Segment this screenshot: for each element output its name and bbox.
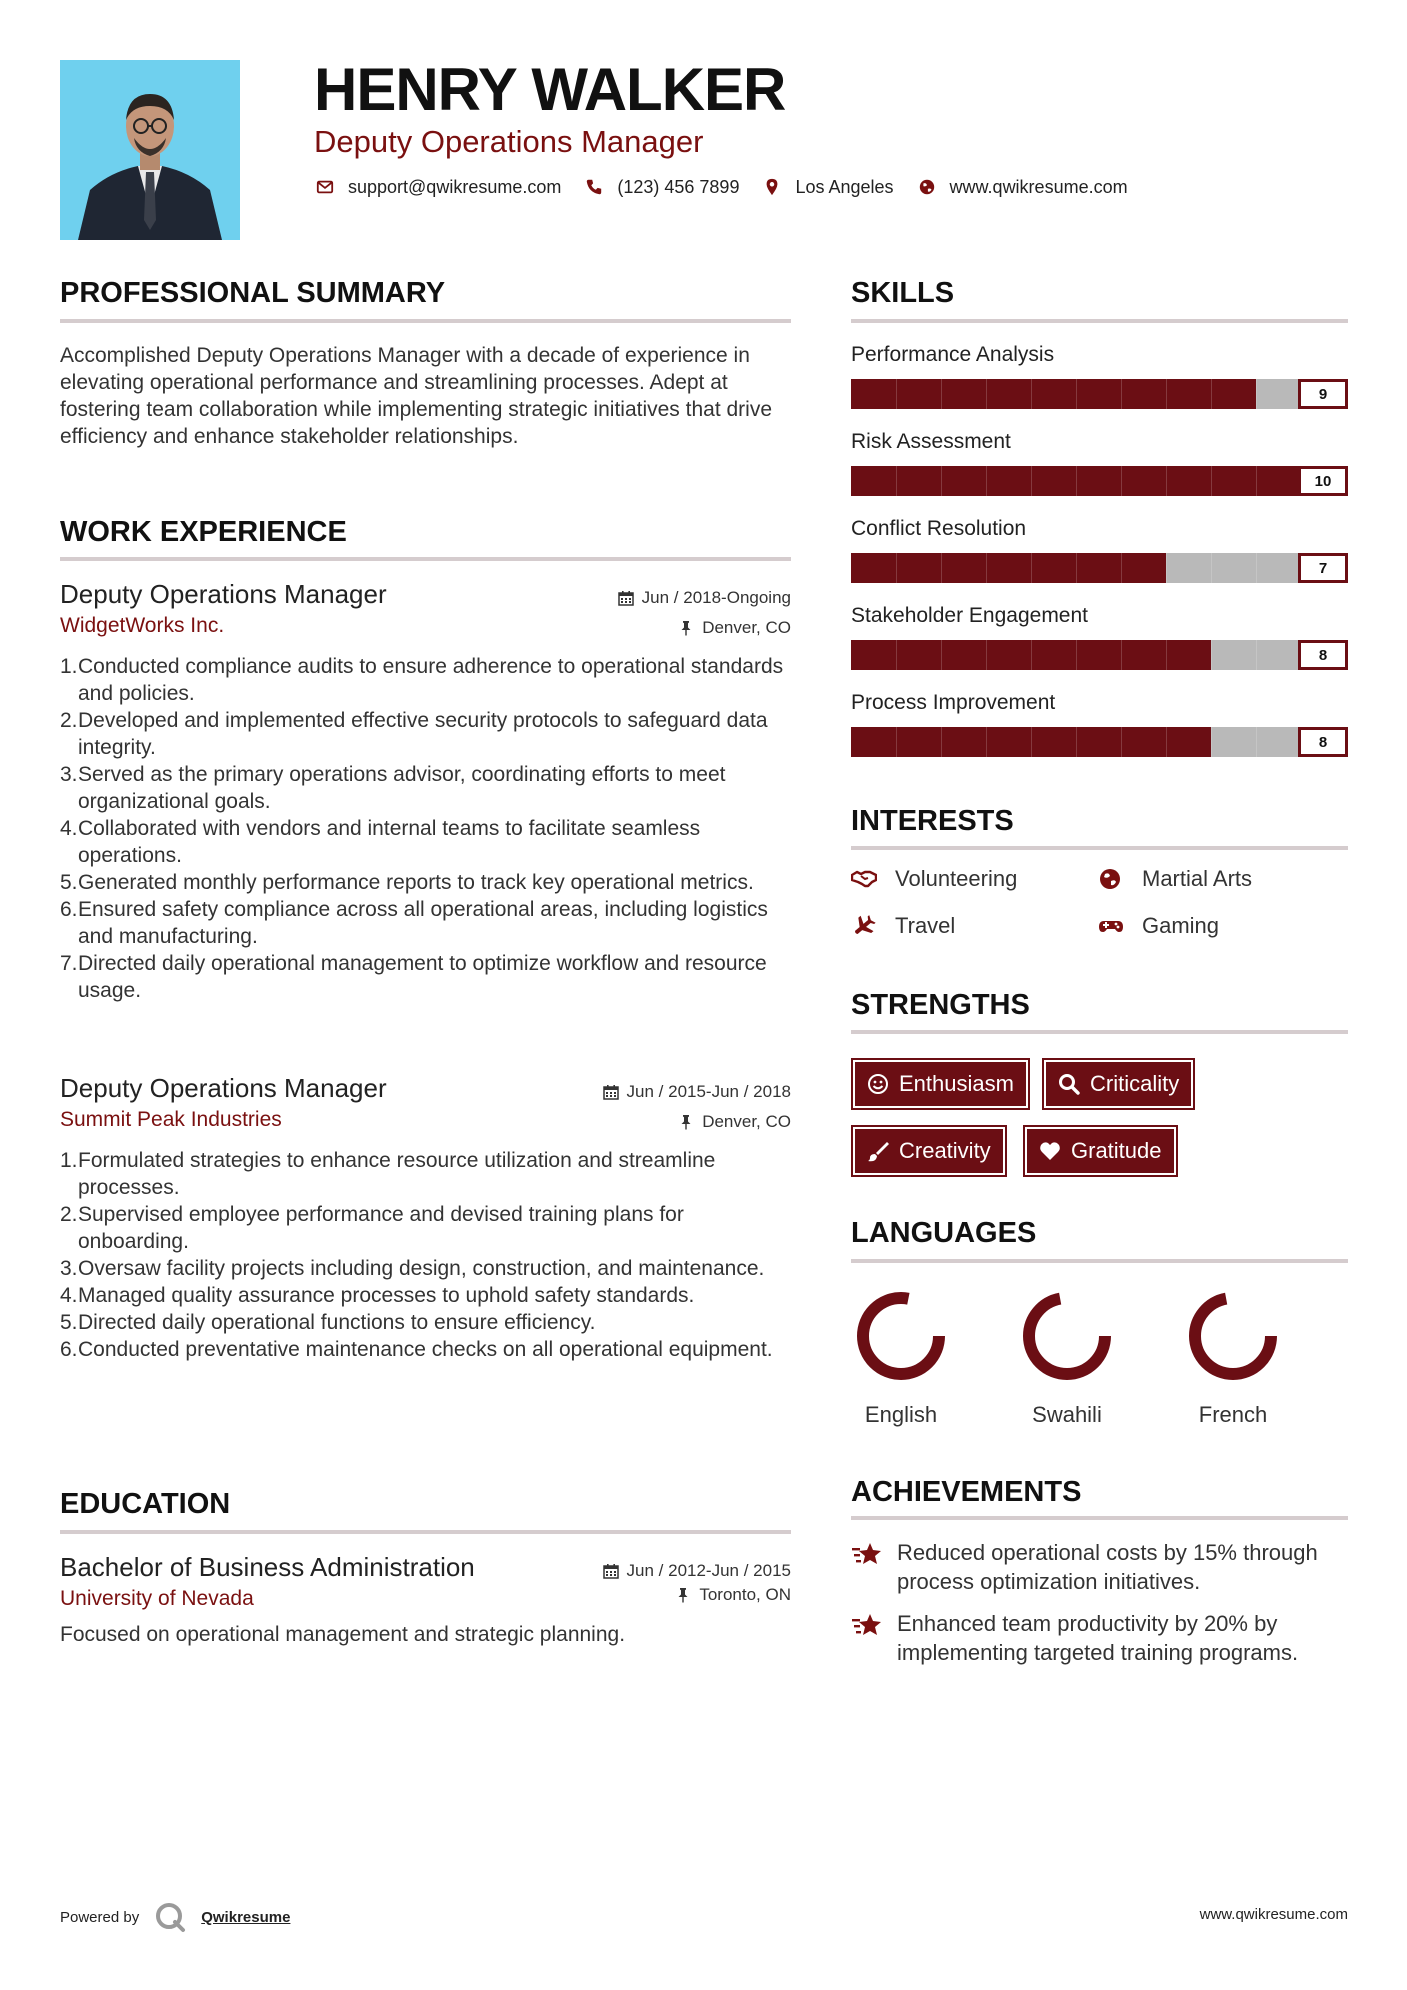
job-duties <box>60 653 791 1004</box>
footer-website[interactable]: www.qwikresume.com <box>1199 1906 1348 1923</box>
list-item: 3. Served as the primary operations advisor, coordinating efforts to meet organizational goals. <box>60 763 726 813</box>
achievements-heading: ACHIEVEMENTS <box>851 1476 1082 1508</box>
interests-divider <box>851 846 1348 850</box>
languages-divider <box>851 1259 1348 1263</box>
profile-photo <box>60 60 240 240</box>
list-item: 2. Supervised employee performance and devised training plans for onboarding. <box>60 1203 684 1253</box>
job-location-text: Denver, CO <box>702 618 791 637</box>
education-location-text: Toronto, ON <box>699 1585 791 1604</box>
skill-item <box>851 428 1348 496</box>
pushpin-icon <box>678 620 694 636</box>
job-dates <box>618 588 791 608</box>
list-item: 5. Generated monthly performance reports to track key operational metrics. <box>60 871 754 894</box>
pushpin-icon <box>678 1114 694 1130</box>
contact-email[interactable] <box>314 176 561 198</box>
list-item: 1. Formulated strategies to enhance resource utilization and streamline processes. <box>60 1149 716 1199</box>
skill-item <box>851 689 1348 757</box>
education-entry <box>60 1551 791 1648</box>
contact-website[interactable] <box>916 176 1128 198</box>
interest-label: Gaming <box>1142 913 1220 938</box>
job-title: Deputy Operations Manager <box>60 579 387 609</box>
pushpin-icon <box>675 1587 691 1603</box>
summary-divider <box>60 319 791 323</box>
language-label: French <box>1198 1402 1268 1427</box>
contact-phone[interactable] <box>583 176 739 198</box>
star-icon <box>851 1540 883 1568</box>
skill-score: 9 <box>1298 379 1348 409</box>
achievement-text: Reduced operational costs by 15% through process optimization initiatives. <box>897 1540 1318 1594</box>
job-location-text: Denver, CO <box>702 1112 791 1131</box>
skills-heading: SKILLS <box>851 277 955 309</box>
list-item: 5. Directed daily operational functions to ensure efficiency. <box>60 1311 596 1334</box>
contact-website-text: www.qwikresume.com <box>949 176 1128 197</box>
strength-label: Creativity <box>899 1138 991 1163</box>
list-item: 7. Directed daily operational management to optimize workflow and resource usage. <box>60 952 767 1002</box>
language-ring <box>853 1288 949 1384</box>
job-entry <box>60 1072 791 1363</box>
education-description: Focused on operational management and strategic planning. <box>60 1623 626 1646</box>
education-dates-text: Jun / 2012-Jun / 2015 <box>626 1561 791 1580</box>
contact-phone-text: (123) 456 7899 <box>617 176 740 197</box>
plane-icon <box>851 914 877 938</box>
skill-label: Conflict Resolution <box>851 517 1027 540</box>
language-ring <box>1019 1288 1115 1384</box>
strength-tag <box>1042 1058 1195 1110</box>
summary-text: Accomplished Deputy Operations Manager with a decade of experience in elevating operational performance and streamlining processes. Adept at fostering team collaboration while implementing strategic initiatives that drive efficiency and enhance stakeholder relationships. <box>60 344 773 448</box>
list-item: 4. Collaborated with vendors and internal teams to facilitate seamless operations. <box>60 817 701 867</box>
skills-divider <box>851 319 1348 323</box>
skill-item <box>851 341 1348 409</box>
smile-icon <box>867 1073 889 1095</box>
map-pin-icon <box>761 176 783 198</box>
achievement-item <box>851 1538 1348 1596</box>
skill-item <box>851 602 1348 670</box>
strength-tag <box>851 1058 1030 1110</box>
list-item: 4. Managed quality assurance processes to uphold safety standards. <box>60 1284 695 1307</box>
summary-heading: PROFESSIONAL SUMMARY <box>60 277 446 309</box>
skill-score: 8 <box>1298 640 1348 670</box>
footer-powered-by <box>60 1900 290 1934</box>
language-item <box>1173 1288 1293 1428</box>
paintbrush-icon <box>867 1140 889 1162</box>
interest-item <box>851 913 955 939</box>
language-label: Swahili <box>1032 1402 1102 1427</box>
skill-bar-fill <box>851 553 1166 583</box>
interest-label: Martial Arts <box>1142 866 1253 891</box>
list-item: 6. Conducted preventative maintenance checks on all operational equipment. <box>60 1338 773 1361</box>
interest-item <box>1098 866 1252 892</box>
school-name: University of Nevada <box>60 1587 254 1610</box>
interest-label: Travel <box>895 913 956 938</box>
contact-location <box>761 176 893 198</box>
skill-bar <box>851 727 1348 757</box>
skill-score: 8 <box>1298 727 1348 757</box>
education-dates <box>603 1561 791 1581</box>
profile-photo-image <box>60 60 240 240</box>
heart-icon <box>1039 1140 1061 1162</box>
list-item: 6. Ensured safety compliance across all operational areas, including logistics and manufacturing. <box>60 898 768 948</box>
phone-icon <box>583 176 605 198</box>
powered-by-text: Powered by <box>60 1908 140 1926</box>
skill-label: Stakeholder Engagement <box>851 604 1088 627</box>
job-duties <box>60 1147 791 1363</box>
languages-heading: LANGUAGES <box>851 1217 1037 1249</box>
calendar-icon <box>618 590 634 606</box>
education-location <box>675 1585 791 1605</box>
star-icon <box>851 1611 883 1639</box>
qwikresume-logo-icon <box>153 1900 187 1934</box>
skill-bar <box>851 553 1348 583</box>
interest-label: Volunteering <box>895 866 1018 891</box>
skill-score: 10 <box>1298 466 1348 496</box>
qwikresume-link[interactable]: Qwikresume <box>201 1908 291 1926</box>
job-entry <box>60 578 791 1004</box>
globe-icon <box>1098 867 1124 891</box>
skill-label: Process Improvement <box>851 691 1056 714</box>
job-location <box>678 618 791 638</box>
degree: Bachelor of Business Administration <box>60 1552 475 1582</box>
achievement-text: Enhanced team productivity by 20% by implementing targeted training programs. <box>897 1611 1299 1665</box>
gamepad-icon <box>1098 914 1124 938</box>
language-item <box>1007 1288 1127 1428</box>
education-heading: EDUCATION <box>60 1488 231 1520</box>
strengths-divider <box>851 1030 1348 1034</box>
strength-label: Gratitude <box>1071 1138 1162 1163</box>
envelope-icon <box>314 176 336 198</box>
list-item: 3. Oversaw facility projects including design, construction, and maintenance. <box>60 1257 765 1280</box>
achievement-item <box>851 1609 1348 1667</box>
contact-location-text: Los Angeles <box>795 176 894 197</box>
skill-label: Performance Analysis <box>851 343 1055 366</box>
strengths-heading: STRENGTHS <box>851 989 1030 1021</box>
language-label: English <box>864 1402 938 1427</box>
job-location <box>678 1112 791 1132</box>
experience-heading: WORK EXPERIENCE <box>60 516 347 548</box>
interest-item <box>851 866 1017 892</box>
skill-score: 7 <box>1298 553 1348 583</box>
search-icon <box>1058 1073 1080 1095</box>
strength-label: Enthusiasm <box>899 1071 1014 1096</box>
experience-divider <box>60 557 791 561</box>
language-ring <box>1185 1288 1281 1384</box>
strength-tag <box>1023 1125 1178 1177</box>
strength-label: Criticality <box>1090 1071 1180 1096</box>
skill-label: Risk Assessment <box>851 430 1011 453</box>
company-name: WidgetWorks Inc. <box>60 614 225 637</box>
education-divider <box>60 1530 791 1534</box>
language-item <box>841 1288 961 1428</box>
interest-item <box>1098 913 1219 939</box>
skill-item <box>851 515 1348 583</box>
job-dates-text: Jun / 2018-Ongoing <box>641 588 791 607</box>
skill-bar <box>851 379 1348 409</box>
company-name: Summit Peak Industries <box>60 1108 282 1131</box>
candidate-name: HENRY WALKER <box>314 56 786 123</box>
skill-bar-fill <box>851 379 1256 409</box>
achievements-divider <box>851 1516 1348 1520</box>
list-item: 1. Conducted compliance audits to ensure adherence to operational standards and policies. <box>60 655 784 705</box>
calendar-icon <box>603 1563 619 1579</box>
job-title: Deputy Operations Manager <box>60 1073 387 1103</box>
globe-icon <box>916 176 938 198</box>
job-dates-text: Jun / 2015-Jun / 2018 <box>626 1082 791 1101</box>
handshake-icon <box>851 867 877 891</box>
candidate-title: Deputy Operations Manager <box>314 124 704 159</box>
job-dates <box>603 1082 791 1102</box>
contact-bar <box>314 176 1150 198</box>
skill-bar <box>851 640 1348 670</box>
strength-tag <box>851 1125 1007 1177</box>
skill-bar <box>851 466 1348 496</box>
contact-email-text: support@qwikresume.com <box>348 176 562 197</box>
list-item: 2. Developed and implemented effective security protocols to safeguard data integrity. <box>60 709 768 759</box>
interests-heading: INTERESTS <box>851 805 1014 837</box>
calendar-icon <box>603 1084 619 1100</box>
